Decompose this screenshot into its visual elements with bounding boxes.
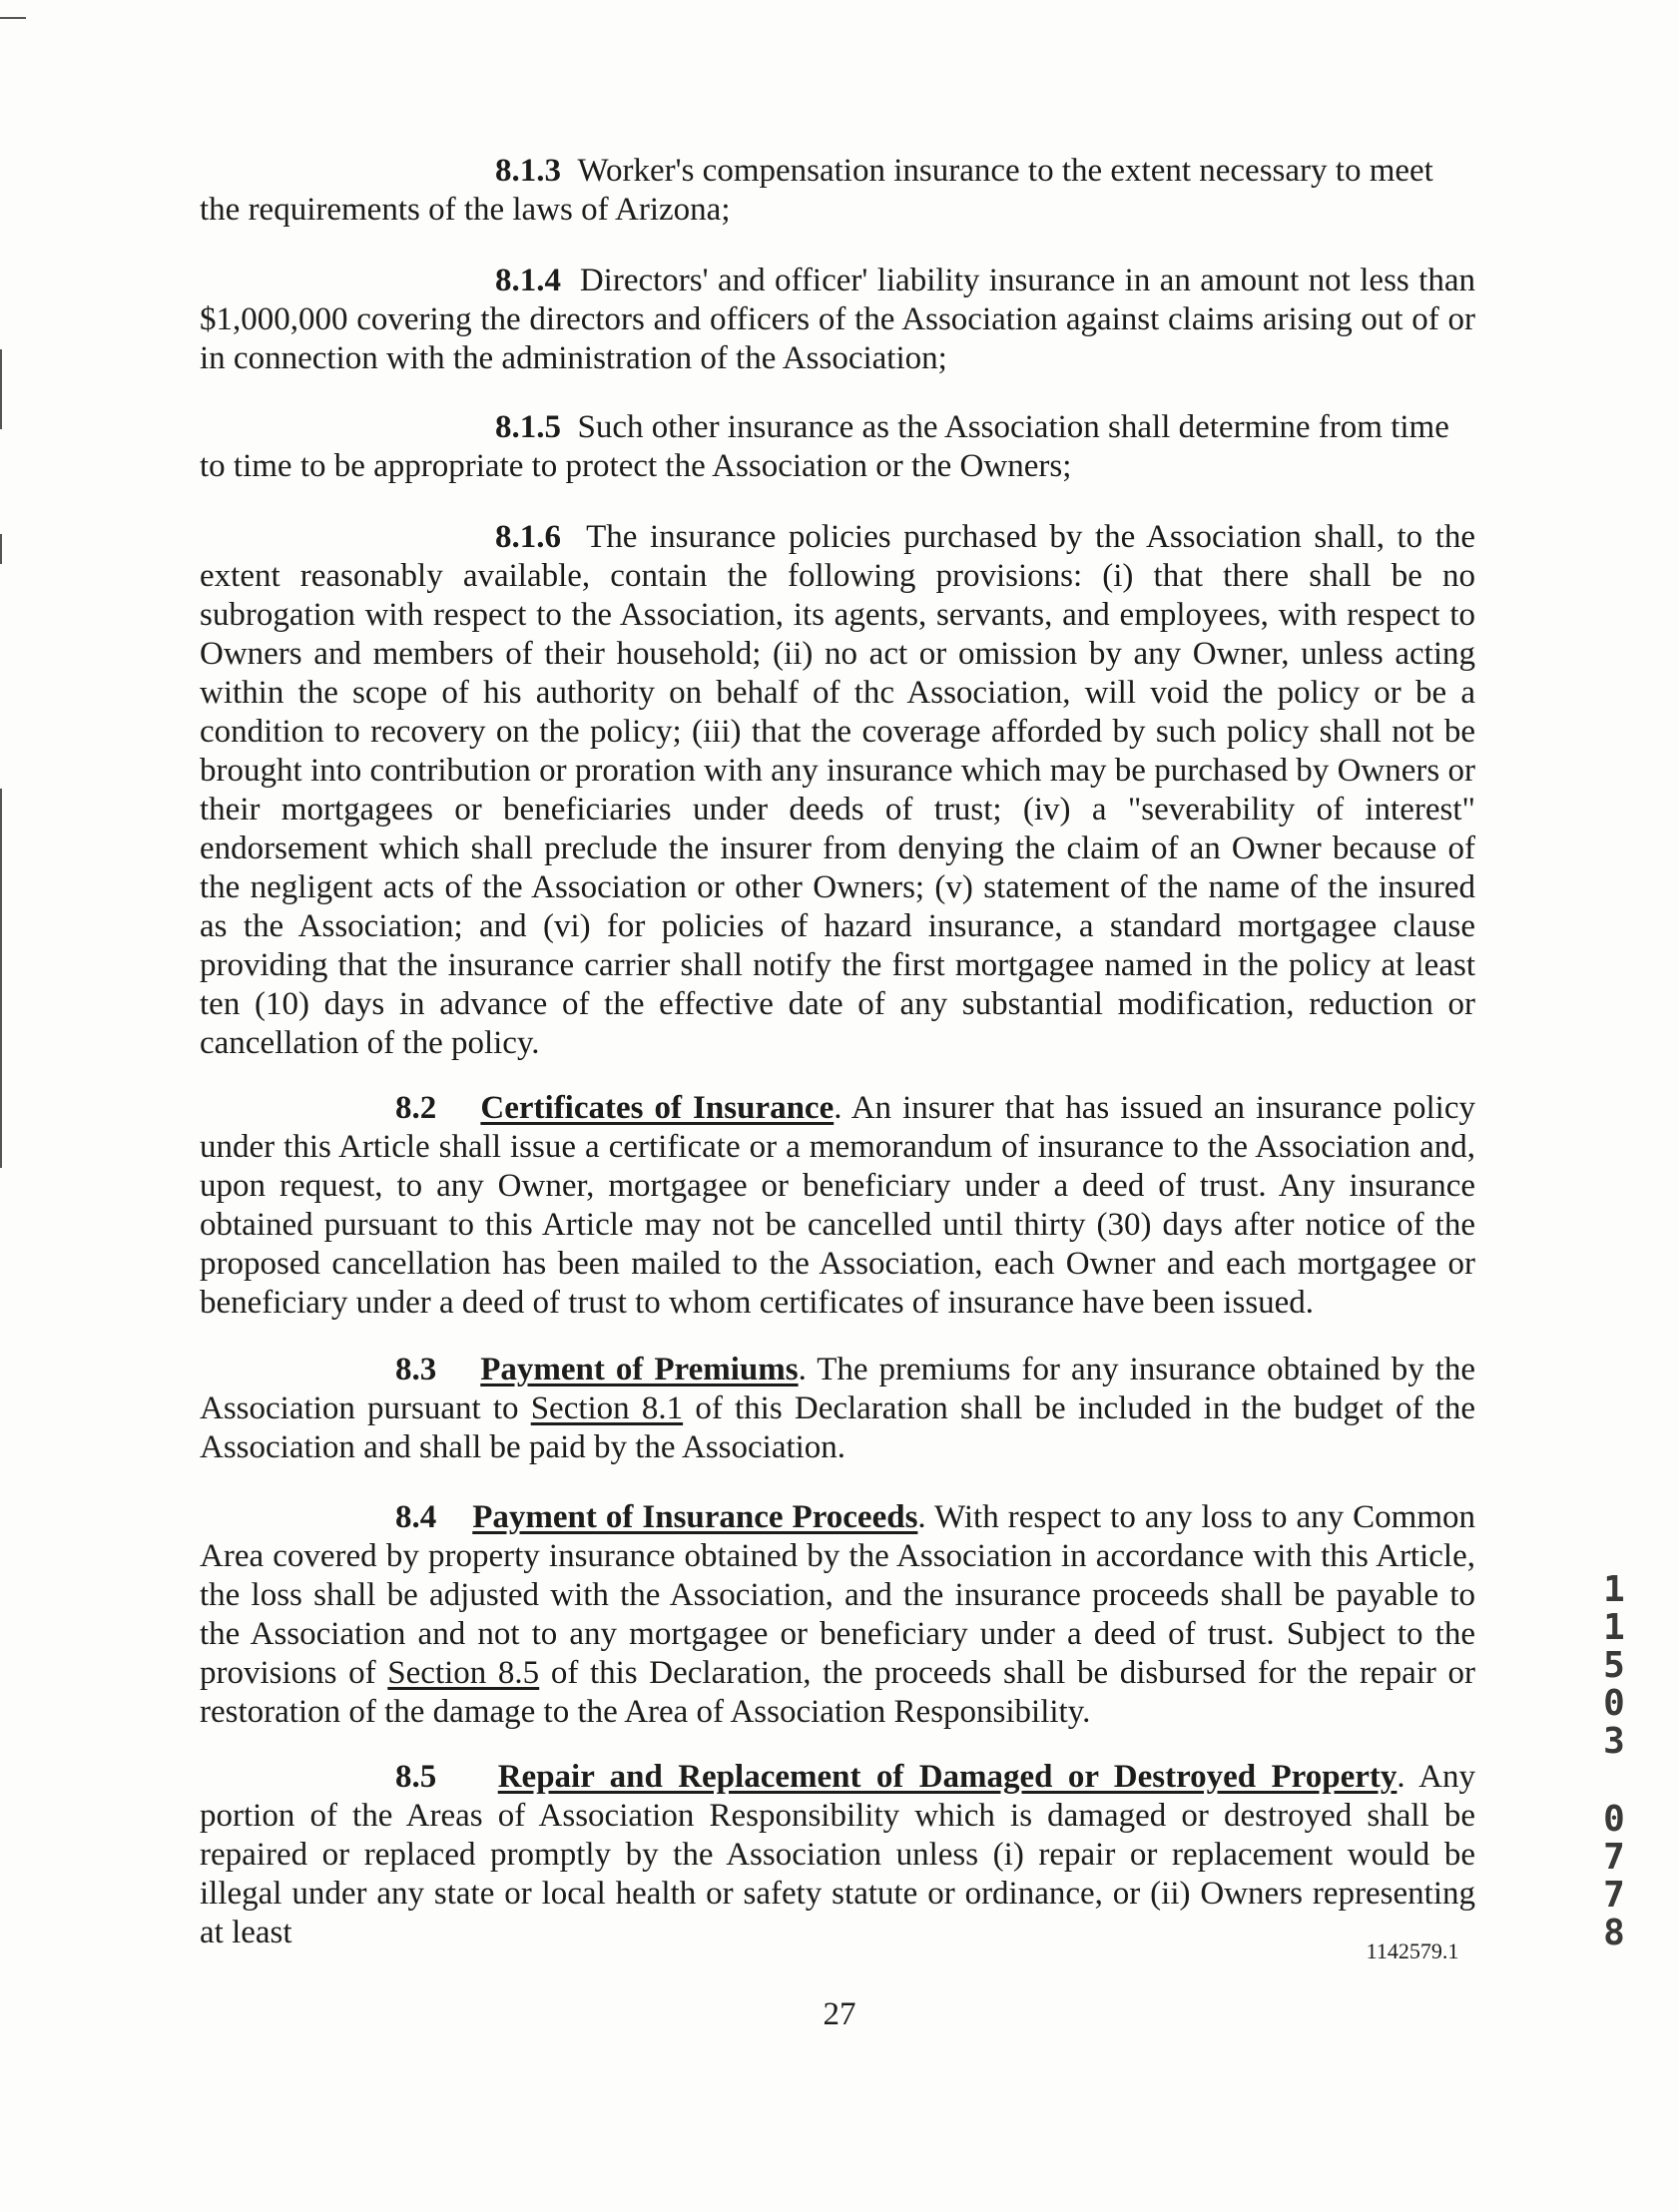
section-number: 8.1.3 [495, 153, 561, 189]
paragraph-text: $1,000,000 covering the directors and officers of the Association against claims arising out of or in connection with the administration of the Association; [200, 301, 1475, 376]
section-number: 8.3 [395, 1352, 437, 1387]
stamp-digit: 5 [1603, 1645, 1625, 1686]
scan-mark [0, 349, 2, 429]
paragraph-text: Worker's compensation insurance to the extent necessary to meet [577, 153, 1433, 189]
stamp-digit: 0 [1603, 1799, 1625, 1840]
paragraph-text: Such other insurance as the Association shall determine from time [577, 409, 1449, 445]
paragraph-8-1-4 [200, 262, 1475, 378]
paragraph-text: The insurance policies purchased by the Association shall, to the [586, 519, 1476, 555]
section-number: 8.1.4 [495, 263, 561, 298]
paragraph-8-2 [200, 1089, 1475, 1323]
paragraph-8-5 [200, 1758, 1475, 1952]
stamp-digit: 1 [1603, 1607, 1625, 1648]
stamp-digit: 8 [1603, 1913, 1625, 1953]
paragraph-text: of this Declaration shall be included in the budget of the Association and shall be paid by the Association. [200, 1390, 1476, 1465]
paragraph-text: the requirements of the laws of Arizona; [200, 192, 731, 228]
stamp-digit: 7 [1603, 1875, 1625, 1916]
section-reference-link: Section 8.5 [387, 1655, 540, 1691]
paragraph-text: . An insurer that has issued an insurance policy under this Article shall issue a certificate or a memorandum of insurance to the Association and, upon request, to any Owner, mortgagee or beneficiary under a deed of trust. Any insurance obtained pursuant to this Article may not be cancelled until thirty (30) days after notice of the proposed cancellation has been mailed to the Association, each Owner and each mortgagee or beneficiary under a deed of trust to whom certificates of insurance have been issued. [200, 1090, 1475, 1321]
stamp-digit: 3 [1603, 1721, 1625, 1762]
section-number: 8.1.6 [495, 519, 561, 555]
section-heading: Payment of Insurance Proceeds [472, 1499, 918, 1535]
scan-mark [0, 534, 2, 564]
paragraph-text: . The premiums for any insurance obtained by the Association pursuant to [200, 1352, 1476, 1426]
paragraph-8-4 [200, 1498, 1475, 1732]
paragraph-text: Directors' and officer' liability insurance in an amount not less than [579, 263, 1475, 298]
section-reference-link: Section 8.1 [530, 1390, 684, 1426]
section-heading: Certificates of Insurance [480, 1090, 835, 1126]
recording-stamp [1597, 1571, 1631, 1952]
scan-mark [0, 17, 26, 19]
scan-mark [0, 789, 2, 1168]
paragraph-text: of this Declaration, the proceeds shall be disbursed for the repair or restoration of the damage to the Area of Association Responsibility. [200, 1655, 1476, 1730]
section-number: 8.5 [395, 1759, 437, 1795]
document-id: 1142579.1 [1366, 1938, 1459, 1963]
section-number: 8.1.5 [495, 409, 561, 445]
paragraph-text: to time to be appropriate to protect the Association or the Owners; [200, 448, 1072, 484]
section-heading: Repair and Replacement of Damaged or Destroyed Property [497, 1759, 1398, 1795]
paragraph-8-1-5 [200, 408, 1475, 486]
section-number: 8.2 [395, 1090, 437, 1126]
page-number: 27 [823, 1996, 856, 2032]
paragraph-8-3 [200, 1351, 1475, 1467]
stamp-digit: 0 [1603, 1683, 1625, 1724]
paragraph-8-1-6 [200, 518, 1475, 1063]
paragraph-8-1-3 [200, 152, 1475, 230]
stamp-digit: 1 [1603, 1569, 1625, 1610]
paragraph-text: . Any portion of the Areas of Association Responsibility which is damaged or destroyed shall be repaired or replaced promptly by the Association unless (i) repair or replacement would be illegal under any state or local health or safety statute or ordinance, or (ii) Owners representing at least [200, 1759, 1476, 1950]
section-heading: Payment of Premiums [480, 1352, 799, 1387]
paragraph-text: extent reasonably available, contain the following provisions: (i) that there shall be no subrogation with respect to the Association, its agents, servants, and employees, with respect to Owners and members of their household; (ii) no act or omission by any Owner, unless acting within the scope of his authority on behalf of thc Association, will void the policy or be a condition to recovery on the policy; (iii) that the coverage afforded by such policy shall not be brought into contribution or proration with any insurance which may be purchased by Owners or their mortgagees or beneficiaries under deeds of trust; (iv) a "severability of interest" endorsement which shall preclude the insurer from denying the claim of an Owner because of the negligent acts of the Association or other Owners; (v) statement of the name of the insured as the Association; and (vi) for policies of hazard insurance, a standard mortgagee clause providing that the insurance carrier shall notify the first mortgagee named in the policy at least ten (10) days in advance of the effective date of any substantial modification, reduction or cancellation of the policy. [200, 558, 1475, 1061]
stamp-digit: 7 [1603, 1837, 1625, 1878]
paragraph-text: . With respect to any loss to any Common Area covered by property insurance obtained by the Association in accordance with this Article, the loss shall be adjusted with the Association, and the insurance proceeds shall be payable to the Association and not to any mortgagee or beneficiary under a deed of trust. Subject to the provisions of [200, 1499, 1475, 1691]
section-number: 8.4 [395, 1499, 437, 1535]
